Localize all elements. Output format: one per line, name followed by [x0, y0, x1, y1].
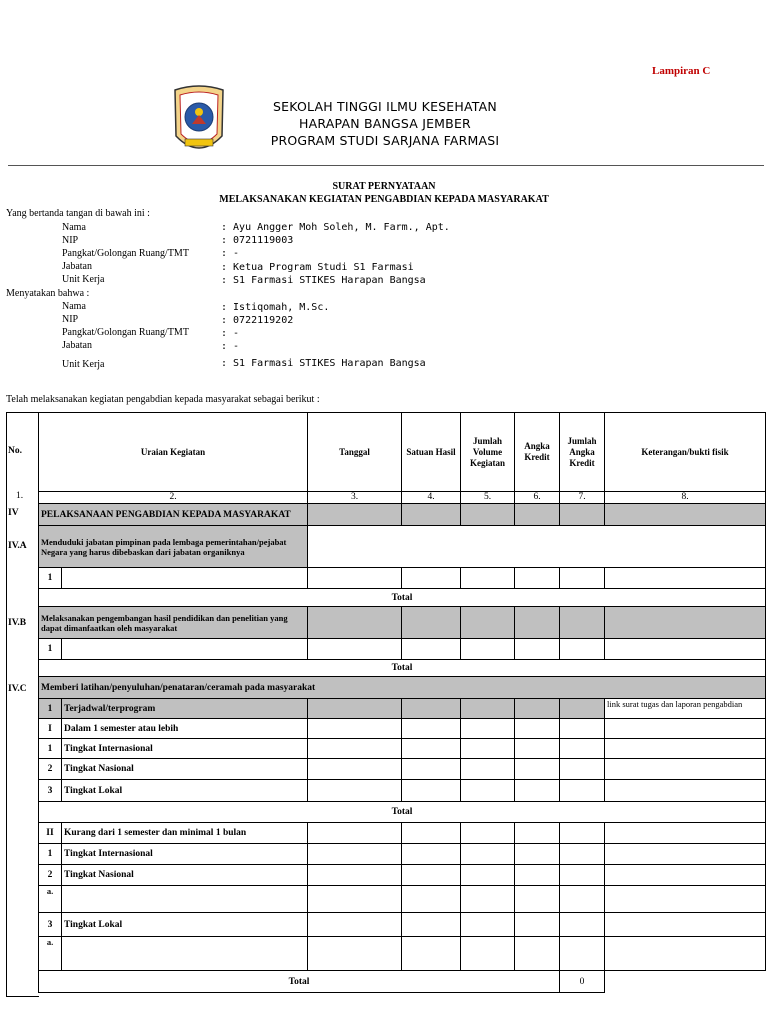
total-row — [39, 802, 766, 823]
subject-nip-value: : 0722119202 — [221, 315, 294, 326]
total-row — [39, 589, 766, 607]
item-number: 2 — [39, 865, 62, 886]
signer-jabatan-value: : Ketua Program Studi S1 Farmasi — [221, 262, 414, 273]
table-row — [39, 937, 766, 971]
institution-line-3: PROGRAM STUDI SARJANA FARMASI — [270, 133, 500, 148]
sec-iva-code: IV.A — [8, 541, 27, 551]
colnum-1: 1. — [16, 491, 24, 501]
signer-intro: Yang bertanda tangan di bawah ini : — [6, 208, 150, 219]
sec-ivc-code: IV.C — [8, 684, 27, 694]
total-label: Total — [39, 589, 766, 607]
signer-nip-value: : 0721119003 — [221, 235, 294, 246]
sec-ivc-title: Memberi latihan/penyuluhan/penataran/ceramah pada masyarakat — [39, 677, 766, 699]
signer-jabatan-label: Jabatan — [62, 261, 92, 272]
table-row — [39, 780, 766, 802]
item-number: 1 — [39, 699, 62, 719]
tingkat-nasional: Tingkat Nasional — [62, 865, 308, 886]
total-label: Total — [39, 802, 766, 823]
subject-jabatan-label: Jabatan — [62, 340, 92, 351]
table-row — [39, 844, 766, 865]
institution-line-1: SEKOLAH TINGGI ILMU KESEHATAN — [273, 99, 497, 114]
header-uraian: Uraian Kegiatan — [39, 413, 308, 492]
item-number: 1 — [39, 739, 62, 759]
final-total-value: 0 — [560, 971, 605, 993]
item-number: 1 — [39, 639, 62, 660]
institution-logo — [170, 84, 228, 162]
tingkat-internasional: Tingkat Internasional — [62, 844, 308, 865]
section-ivc-row — [39, 677, 766, 699]
item-letter: a. — [39, 937, 62, 971]
subject-nip-label: NIP — [62, 314, 79, 325]
tingkat-lokal: Tingkat Lokal — [62, 780, 308, 802]
terjadwal-row — [39, 699, 766, 719]
total-row — [39, 660, 766, 677]
table-row — [39, 739, 766, 759]
colnum-2: 2. — [39, 492, 308, 504]
colnum-6: 6. — [515, 492, 560, 504]
sec-iv-code: IV — [8, 508, 19, 518]
header-keterangan: Keterangan/bukti fisik — [605, 413, 766, 492]
tingkat-internasional: Tingkat Internasional — [62, 739, 308, 759]
section-iva-row — [39, 526, 766, 568]
signer-pangkat-label: Pangkat/Golongan Ruang/TMT — [62, 248, 189, 259]
signer-name-label: Nama — [62, 222, 86, 233]
header-no: No. — [8, 446, 22, 456]
dalam-1-semester: Dalam 1 semester atau lebih — [62, 719, 308, 739]
table-row — [39, 719, 766, 739]
subject-pangkat-label: Pangkat/Golongan Ruang/TMT — [62, 327, 189, 338]
table-row — [39, 913, 766, 937]
item-number: 2 — [39, 759, 62, 780]
statement-text: Telah melaksanakan kegiatan pengabdian kepada masyarakat sebagai berikut : — [6, 394, 320, 405]
table-header-row — [39, 413, 766, 492]
table-row — [39, 759, 766, 780]
item-number: 3 — [39, 780, 62, 802]
section-iv-row — [39, 504, 766, 526]
subject-pangkat-value: : - — [221, 328, 240, 339]
signer-unit-label: Unit Kerja — [62, 274, 105, 285]
header-satuan: Satuan Hasil — [402, 413, 461, 492]
subject-unit-value: : S1 Farmasi STIKES Harapan Bangsa — [221, 358, 426, 369]
institution-line-2: HARAPAN BANGSA JEMBER — [299, 116, 471, 131]
item-letter: a. — [39, 886, 62, 913]
item-number: I — [39, 719, 62, 739]
terjadwal-label: Terjadwal/terprogram — [62, 699, 308, 719]
header-tanggal: Tanggal — [308, 413, 402, 492]
colnum-3: 3. — [308, 492, 402, 504]
table-row — [39, 639, 766, 660]
item-number: 3 — [39, 913, 62, 937]
title-line-1: SURAT PERNYATAAN — [332, 181, 436, 192]
signer-pangkat-value: : - — [221, 248, 240, 259]
sec-ivb-title: Melaksanakan pengembangan hasil pendidikan dan penelitian yang dapat dimanfaatkan oleh masyarakat — [39, 607, 308, 639]
signer-name-value: : Ayu Angger Moh Soleh, M. Farm., Apt. — [221, 222, 450, 233]
colnum-8: 8. — [605, 492, 766, 504]
final-total-row — [39, 971, 766, 993]
column-number-row — [39, 492, 766, 504]
tingkat-lokal: Tingkat Lokal — [62, 913, 308, 937]
subject-unit-label: Unit Kerja — [62, 359, 105, 370]
total-label: Total — [39, 971, 560, 993]
colnum-5: 5. — [461, 492, 515, 504]
document-title — [0, 180, 768, 206]
institution-name — [230, 98, 540, 149]
header-angka: Angka Kredit — [515, 413, 560, 492]
lampiran-label: Lampiran C — [652, 65, 711, 77]
item-number: 1 — [39, 568, 62, 589]
header-divider — [8, 165, 764, 166]
header-volume: Jumlah Volume Kegiatan — [461, 413, 515, 492]
subject-name-label: Nama — [62, 301, 86, 312]
keterangan-link: link surat tugas dan laporan pengabdian — [605, 699, 766, 719]
subject-name-value: : Istiqomah, M.Sc. — [221, 302, 330, 313]
activity-table — [38, 412, 766, 993]
subject-intro: Menyatakan bahwa : — [6, 288, 90, 299]
item-number: II — [39, 823, 62, 844]
sec-iv-title: PELAKSANAAN PENGABDIAN KEPADA MASYARAKAT — [39, 504, 308, 526]
header-jumlah-angka: Jumlah Angka Kredit — [560, 413, 605, 492]
kurang-1-semester: Kurang dari 1 semester dan minimal 1 bulan — [62, 823, 308, 844]
subject-jabatan-value: : - — [221, 341, 240, 352]
sec-iva-title: Menduduki jabatan pimpinan pada lembaga pemerintahan/pejabat Negara yang harus dibebaskan dari jabatan organiknya — [39, 526, 308, 568]
colnum-4: 4. — [402, 492, 461, 504]
title-line-2: MELAKSANAKAN KEGIATAN PENGABDIAN KEPADA MASYARAKAT — [219, 194, 549, 205]
signer-unit-value: : S1 Farmasi STIKES Harapan Bangsa — [221, 275, 426, 286]
total-label: Total — [39, 660, 766, 677]
table-row — [39, 823, 766, 844]
sec-ivb-code: IV.B — [8, 618, 27, 628]
table-row — [39, 886, 766, 913]
section-ivb-row — [39, 607, 766, 639]
item-number: 1 — [39, 844, 62, 865]
signer-nip-label: NIP — [62, 235, 79, 246]
tingkat-nasional: Tingkat Nasional — [62, 759, 308, 780]
colnum-7: 7. — [560, 492, 605, 504]
table-row — [39, 865, 766, 886]
table-row — [39, 568, 766, 589]
